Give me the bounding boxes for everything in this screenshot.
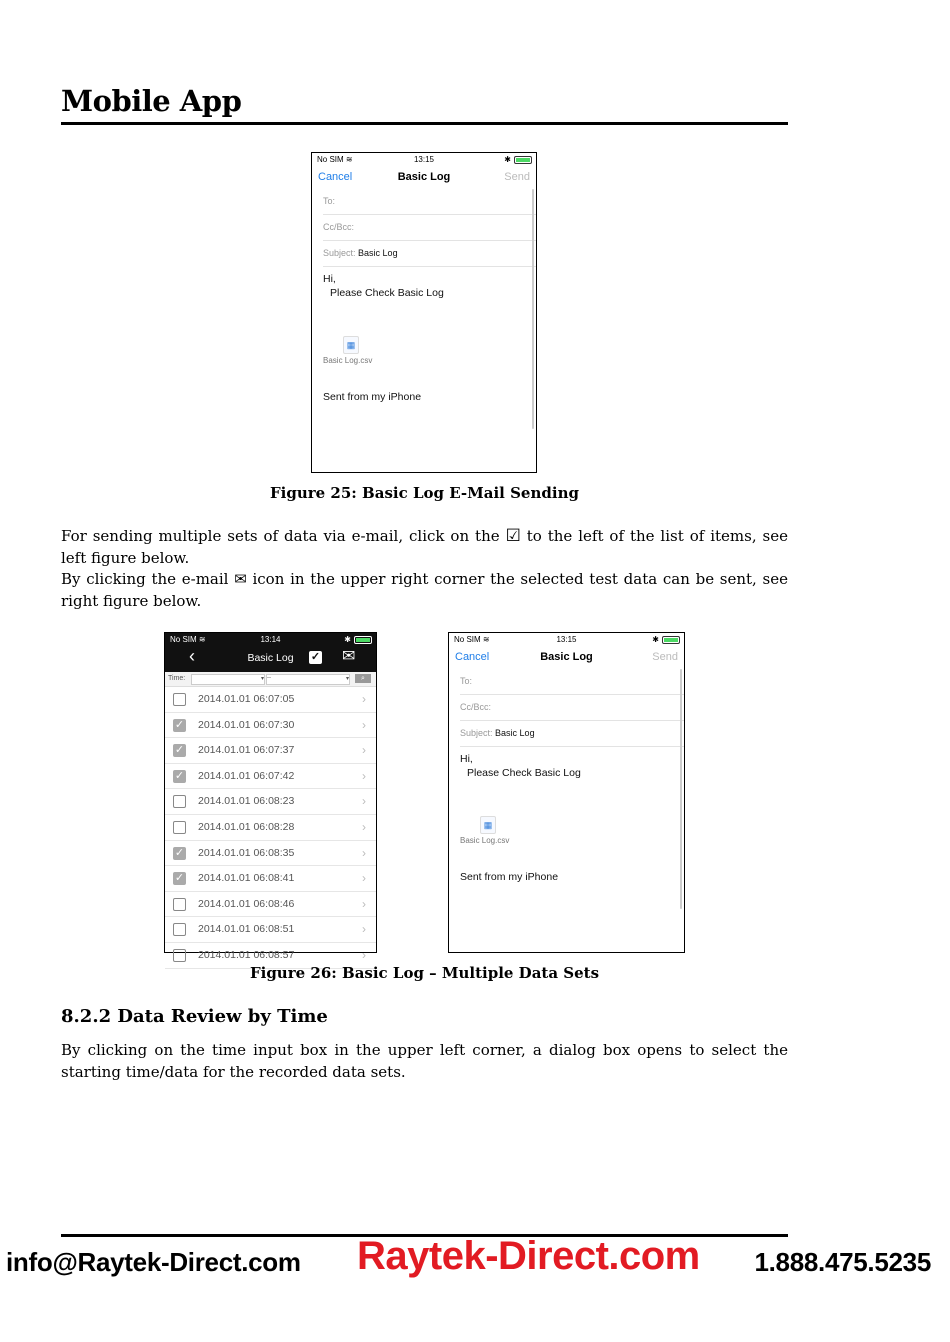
log-list-screenshot bbox=[164, 632, 377, 962]
chevron-right-icon: › bbox=[362, 692, 366, 706]
wifi-icon: ≋ bbox=[198, 635, 206, 644]
time-filter-bar bbox=[165, 672, 376, 687]
battery-icon bbox=[662, 636, 680, 644]
log-timestamp: 2014.01.01 06:08:46 bbox=[198, 897, 295, 910]
log-timestamp: 2014.01.01 06:08:35 bbox=[198, 846, 295, 859]
checkbox-unchecked-icon[interactable] bbox=[173, 923, 186, 936]
bluetooth-icon: ✱ bbox=[652, 635, 659, 644]
paragraph-data-review: By clicking on the time input box in the upper left corner, a dialog box opens to select the starting time/data for the recorded data sets. bbox=[61, 1041, 788, 1081]
email-screenshot-2 bbox=[448, 632, 685, 953]
to-field[interactable]: To: bbox=[460, 669, 684, 695]
checkbox-checked-icon[interactable]: ✓ bbox=[174, 718, 185, 731]
battery-icon bbox=[514, 156, 532, 164]
signature: Sent from my iPhone bbox=[323, 391, 422, 403]
envelope-icon[interactable]: ✉ bbox=[342, 648, 356, 665]
status-bar bbox=[449, 633, 684, 645]
subject-value: Basic Log bbox=[495, 728, 535, 738]
footer-brand[interactable]: Raytek-Direct.com bbox=[357, 1234, 700, 1278]
select-checkbox-icon[interactable]: ✓ bbox=[310, 651, 321, 663]
battery-icon bbox=[354, 636, 372, 644]
log-timestamp: 2014.01.01 06:08:57 bbox=[198, 948, 295, 961]
wifi-icon: ≋ bbox=[482, 635, 490, 644]
footer-email[interactable]: info@Raytek-Direct.com bbox=[6, 1247, 301, 1277]
subject-field[interactable]: Subject: Basic Log bbox=[460, 721, 684, 747]
chevron-right-icon: › bbox=[362, 819, 366, 834]
attachment-name: Basic Log.csv bbox=[460, 836, 510, 845]
status-carrier: No SIM ≋ bbox=[317, 155, 353, 164]
checkbox-unchecked-icon[interactable] bbox=[173, 898, 186, 911]
list-item[interactable] bbox=[165, 738, 376, 764]
list-item[interactable] bbox=[165, 764, 376, 790]
log-timestamp: 2014.01.01 06:08:23 bbox=[198, 795, 295, 808]
log-timestamp: 2014.01.01 06:07:37 bbox=[198, 744, 295, 757]
signature: Sent from my iPhone bbox=[460, 871, 559, 883]
greeting: Hi, bbox=[460, 753, 473, 765]
status-bar bbox=[165, 633, 376, 645]
mail-body[interactable] bbox=[460, 752, 684, 884]
status-carrier: No SIM ≋ bbox=[170, 635, 206, 644]
paragraph-multiple-sets: For sending multiple sets of data via e-mail, click on the ☑ to the left of the list of items, see left figure below. bbox=[61, 526, 788, 567]
footer-phone[interactable]: 1.888.475.5235 bbox=[754, 1247, 931, 1277]
csv-file-icon[interactable]: ▦ bbox=[343, 336, 359, 354]
log-timestamp: 2014.01.01 06:08:41 bbox=[198, 872, 295, 885]
page-title: Mobile App bbox=[61, 84, 242, 118]
scrollbar bbox=[532, 189, 534, 429]
chevron-right-icon: › bbox=[362, 922, 366, 937]
status-carrier: No SIM ≋ bbox=[454, 635, 490, 644]
mail-navbar bbox=[449, 645, 684, 669]
checkbox-checked-icon[interactable]: ✓ bbox=[174, 872, 185, 885]
log-timestamp: 2014.01.01 06:07:42 bbox=[198, 769, 295, 782]
section-heading: 8.2.2 Data Review by Time bbox=[61, 1006, 328, 1027]
list-title: Basic Log bbox=[247, 652, 294, 664]
cancel-button[interactable]: Cancel bbox=[455, 651, 490, 663]
subject-value: Basic Log bbox=[358, 248, 398, 258]
ccbcc-field[interactable]: Cc/Bcc: bbox=[460, 695, 684, 721]
list-item[interactable] bbox=[165, 687, 376, 713]
list-item[interactable] bbox=[165, 841, 376, 867]
log-list bbox=[165, 687, 376, 969]
chevron-right-icon: › bbox=[362, 896, 366, 911]
send-button[interactable]: Send bbox=[652, 651, 678, 663]
mail-icon: ✉ bbox=[234, 570, 247, 588]
chevron-right-icon: › bbox=[362, 947, 366, 962]
status-time: 13:15 bbox=[413, 155, 435, 164]
checkbox-unchecked-icon[interactable] bbox=[173, 693, 186, 706]
email-screenshot-1 bbox=[311, 152, 537, 473]
status-time: 13:15 bbox=[556, 635, 577, 644]
chevron-right-icon: › bbox=[362, 871, 366, 886]
search-icon[interactable]: ⌕ bbox=[355, 674, 371, 683]
chevron-right-icon: › bbox=[362, 845, 366, 860]
header-rule bbox=[61, 122, 788, 125]
csv-file-icon[interactable]: ▦ bbox=[480, 816, 496, 834]
ccbcc-field[interactable]: Cc/Bcc: bbox=[323, 215, 536, 241]
log-timestamp: 2014.01.01 06:07:05 bbox=[198, 693, 295, 705]
message: Please Check Basic Log bbox=[330, 287, 444, 299]
time-end-select[interactable]: -- ▾ bbox=[266, 674, 350, 685]
back-chevron-icon[interactable]: ‹ bbox=[189, 646, 195, 666]
paragraph-email-icon: By clicking the e-mail ✉ icon in the upper right corner the selected test data can be sent, see right figure below. bbox=[61, 570, 788, 610]
checkbox-checked-icon[interactable]: ✓ bbox=[174, 769, 185, 782]
list-item[interactable] bbox=[165, 789, 376, 815]
figure-25-caption: Figure 25: Basic Log E-Mail Sending bbox=[270, 484, 579, 502]
chevron-right-icon: › bbox=[362, 717, 366, 732]
bluetooth-icon: ✱ bbox=[504, 155, 511, 164]
checkbox-unchecked-icon[interactable] bbox=[173, 949, 186, 962]
checkbox-checked-icon[interactable]: ✓ bbox=[174, 744, 185, 757]
mail-navbar bbox=[312, 165, 536, 189]
list-item[interactable] bbox=[165, 892, 376, 918]
log-timestamp: 2014.01.01 06:07:30 bbox=[198, 718, 295, 731]
chevron-right-icon: › bbox=[362, 768, 366, 783]
list-item[interactable] bbox=[165, 815, 376, 841]
checkbox-unchecked-icon[interactable] bbox=[173, 821, 186, 834]
mail-title: Basic Log bbox=[397, 171, 451, 183]
checkbox-checked-icon[interactable]: ✓ bbox=[174, 846, 185, 859]
attachment-name: Basic Log.csv bbox=[323, 356, 373, 365]
list-item[interactable] bbox=[165, 866, 376, 892]
figure-26-caption: Figure 26: Basic Log – Multiple Data Sets bbox=[249, 964, 600, 982]
checkbox-unchecked-icon[interactable] bbox=[173, 795, 186, 808]
chevron-right-icon: › bbox=[362, 794, 366, 809]
time-start-select[interactable]: ▾ bbox=[191, 674, 265, 685]
subject-field[interactable]: Subject: Basic Log bbox=[323, 241, 536, 267]
status-bar bbox=[312, 153, 536, 165]
log-timestamp: 2014.01.01 06:08:28 bbox=[198, 820, 295, 833]
to-field[interactable]: To: bbox=[323, 189, 536, 215]
list-item[interactable] bbox=[165, 713, 376, 739]
send-button[interactable]: Send bbox=[504, 171, 530, 183]
wifi-icon: ≋ bbox=[345, 155, 353, 164]
message: Please Check Basic Log bbox=[467, 767, 581, 779]
log-timestamp: 2014.01.01 06:08:51 bbox=[198, 923, 295, 936]
bluetooth-icon: ✱ bbox=[344, 635, 351, 644]
scrollbar bbox=[680, 669, 682, 909]
greeting: Hi, bbox=[323, 273, 336, 285]
mail-title: Basic Log bbox=[540, 651, 593, 663]
chevron-right-icon: › bbox=[362, 743, 366, 758]
time-label: Time: bbox=[168, 675, 186, 682]
status-time: 13:14 bbox=[260, 635, 281, 644]
cancel-button[interactable]: Cancel bbox=[318, 171, 353, 183]
mail-body[interactable] bbox=[323, 272, 536, 404]
checkbox-icon: ☑ bbox=[505, 526, 521, 546]
list-item[interactable] bbox=[165, 917, 376, 943]
